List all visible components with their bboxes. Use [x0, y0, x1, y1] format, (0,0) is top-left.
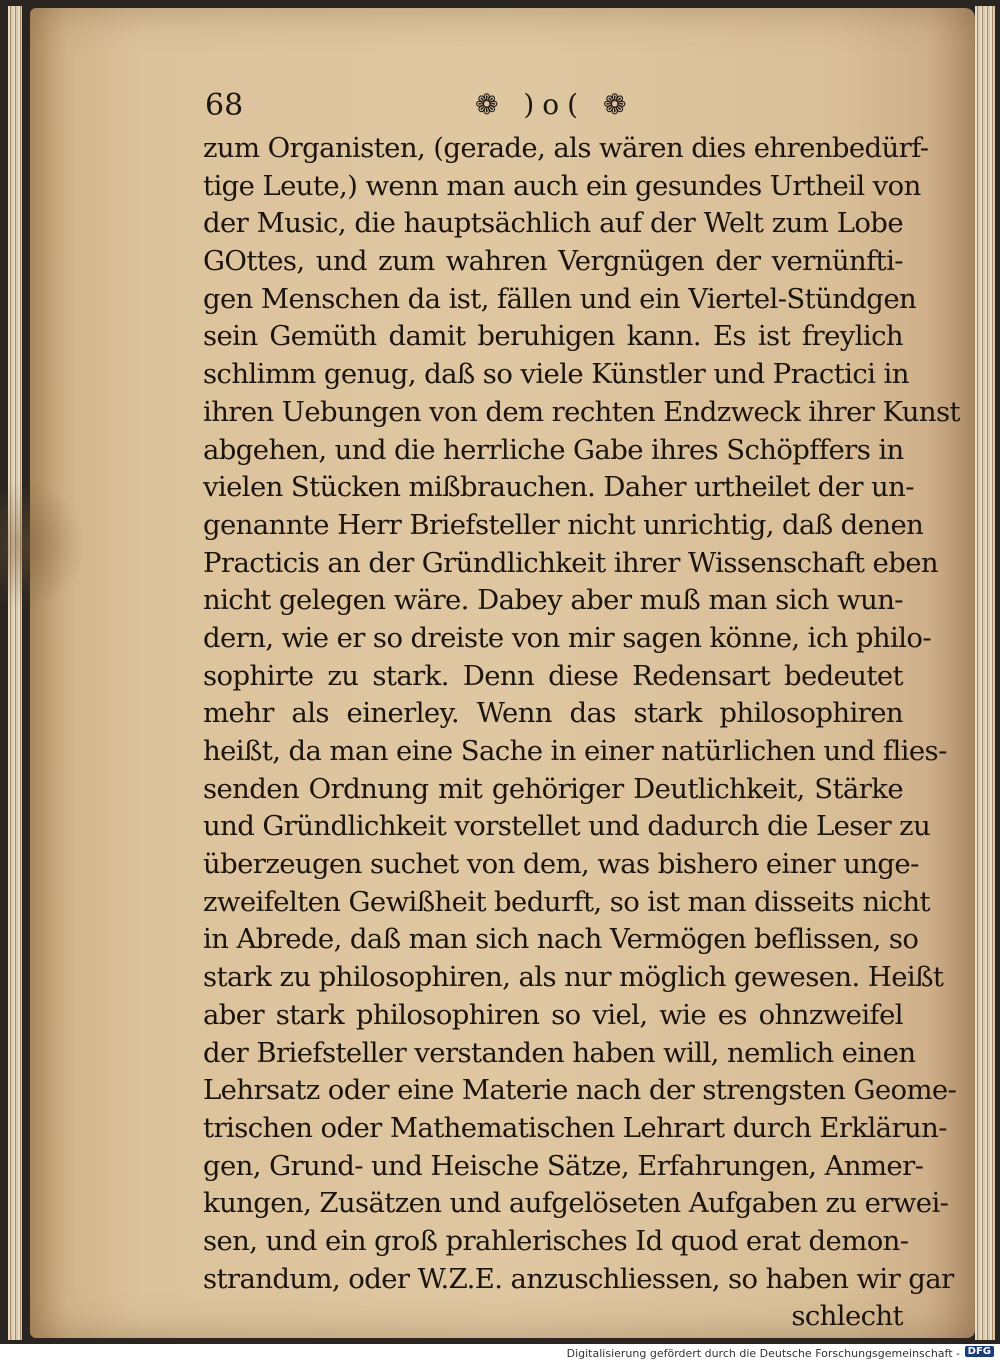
text-line: gen Menschen da ist, fällen und ein Viertel-Stündgen — [203, 282, 917, 315]
header-ornament: ❁ )o( ❁ — [475, 88, 635, 121]
text-line: schlimm genug, daß so viele Künstler und Practici in — [203, 358, 909, 391]
text-line: sein Gemüth damit beruhigen kann. Es ist freylich — [203, 320, 903, 353]
footer — [0, 1344, 1000, 1362]
text-line: der Music, die hauptsächlich auf der Welt zum Lobe — [203, 207, 903, 240]
text-line: Lehrsatz oder eine Materie nach der strengsten Geome- — [203, 1074, 957, 1107]
text-line: sen, und ein groß prahlerisches Id quod erat demon- — [203, 1224, 909, 1257]
page-edge-left — [8, 6, 22, 1340]
text-line: gen, Grund- und Heische Sätze, Erfahrungen, Anmer- — [203, 1149, 924, 1182]
text-line: stark zu philosophiren, als nur möglich gewesen. Heißt — [203, 961, 944, 994]
page-number: 68 — [205, 88, 244, 123]
text-line: dern, wie er so dreiste von mir sagen könne, ich philo- — [203, 621, 932, 654]
footer-credit: Digitalisierung gefördert durch die Deutsche Forschungsgemeinschaft - — [566, 1347, 960, 1360]
text-line: ihren Uebungen von dem rechten Endzweck ihrer Kunst — [203, 395, 960, 428]
body-text — [203, 130, 960, 1336]
catchword: schlecht — [791, 1300, 903, 1333]
text-line: kungen, Zusätzen und aufgelöseten Aufgaben zu erwei- — [203, 1187, 949, 1220]
text-line: vielen Stücken mißbrauchen. Daher urtheilet der un- — [203, 471, 914, 504]
page-edge-right — [975, 6, 995, 1340]
clasp-shadow — [0, 480, 85, 610]
text-line: mehr als einerley. Wenn das stark philosophiren — [203, 697, 903, 730]
text-line: trischen oder Mathematischen Lehrart durch Erklärun- — [203, 1111, 947, 1144]
text-line: in Abrede, daß man sich nach Vermögen beflissen, so — [203, 923, 919, 956]
text-line: genannte Herr Briefsteller nicht unrichtig, daß denen — [203, 508, 924, 541]
text-line: aber stark philosophiren so viel, wie es ohnzweifel — [203, 998, 903, 1031]
text-line: und Gründlichkeit vorstellet und dadurch die Leser zu — [203, 810, 931, 843]
text-line: zum Organisten, (gerade, als wären dies ehrenbedürf- — [203, 132, 929, 164]
text-line: abgehen, und die herrliche Gabe ihres Schöpffers in — [203, 433, 904, 466]
text-line: überzeugen suchet von dem, was bishero einer unge- — [203, 848, 919, 881]
dfg-logo: DFG — [965, 1346, 994, 1357]
text-line: GOttes, und zum wahren Vergnügen der vernünfti- — [203, 245, 903, 278]
page-header — [205, 88, 895, 128]
text-line: tige Leute,) wenn man auch ein gesundes Urtheil von — [203, 169, 921, 202]
text-line: senden Ordnung mit gehöriger Deutlichkeit, Stärke — [203, 772, 903, 805]
text-line: sophirte zu stark. Denn diese Redensart bedeutet — [203, 659, 903, 692]
text-line: Practicis an der Gründlichkeit ihrer Wissenschaft eben — [203, 546, 938, 579]
text-line: nicht gelegen wäre. Dabey aber muß man sich wun- — [203, 584, 903, 617]
text-line: strandum, oder W.Z.E. anzuschliessen, so haben wir gar — [203, 1262, 954, 1295]
text-line: heißt, da man eine Sache in einer natürlichen und flies- — [203, 735, 947, 767]
text-line: zweifelten Gewißheit bedurft, so ist man disseits nicht — [203, 885, 930, 918]
text-line: der Briefsteller verstanden haben will, nemlich einen — [203, 1036, 916, 1069]
